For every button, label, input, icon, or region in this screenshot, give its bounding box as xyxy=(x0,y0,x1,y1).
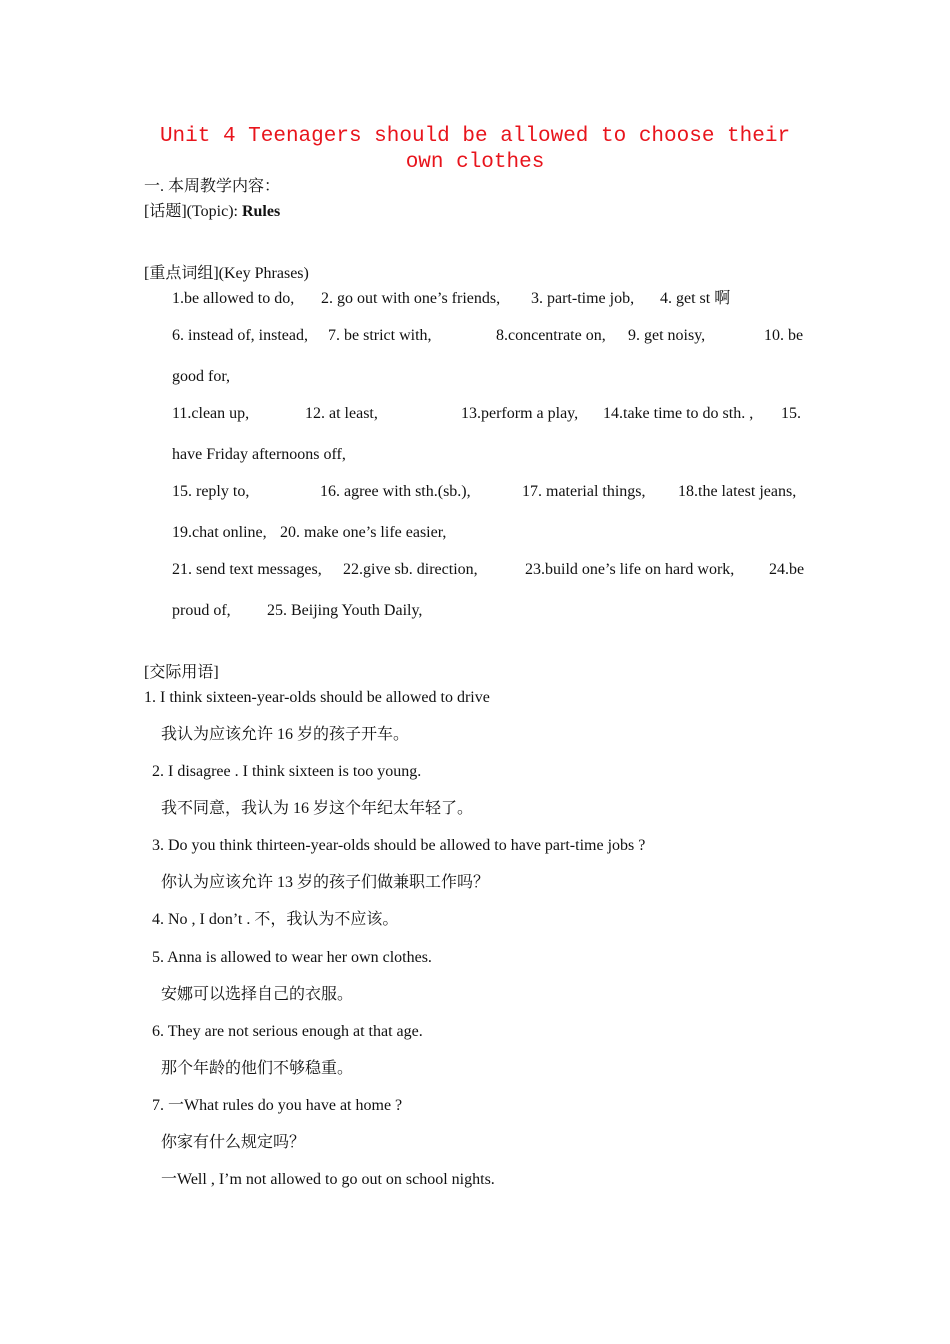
phrase-item: 7. be strict with, xyxy=(328,327,432,344)
sentence-en: 7. 一What rules do you have at home ? xyxy=(152,1097,403,1114)
phrase-item: 17. material things, xyxy=(522,483,646,500)
phrase-item: 18.the latest jeans, xyxy=(678,483,797,500)
phrase-item: 24.be xyxy=(769,561,805,578)
topic-value: Rules xyxy=(241,203,281,220)
phrase-item: 13.perform a play, xyxy=(461,405,579,422)
phrase-item: 12. at least, xyxy=(305,405,378,422)
document-title: Unit 4 Teenagers should be allowed to choose their own clothes xyxy=(159,125,791,174)
phrase-item: good for, xyxy=(172,368,231,385)
phrase-item: 9. get noisy, xyxy=(628,327,706,344)
phrase-item: 20. make one’s life easier, xyxy=(280,524,447,541)
phrase-item: 21. send text messages, xyxy=(172,561,322,578)
sentence-zh: 我认为应该允许 16 岁的孩子开车。 xyxy=(161,726,410,743)
phrase-item: 8.concentrate on, xyxy=(496,327,606,344)
phrase-item: 25. Beijing Youth Daily, xyxy=(267,602,423,619)
phrase-item: 23.build one’s life on hard work, xyxy=(525,561,735,578)
sentence-en: 3. Do you think thirteen-year-olds should be allowed to have part-time jobs ? xyxy=(152,837,646,854)
phrase-item: 4. get st 啊 xyxy=(660,290,731,307)
phrase-item: 14.take time to do sth. , xyxy=(603,405,754,422)
phrase-item: 2. go out with one’s friends, xyxy=(321,290,501,307)
phrase-item: 6. instead of, instead, xyxy=(172,327,308,344)
sentence-zh: 你家有什么规定吗？ xyxy=(161,1134,306,1151)
phrase-item: 3. part-time job, xyxy=(531,290,635,307)
section-heading: 一. 本周教学内容： xyxy=(144,178,281,195)
sentence-zh: 那个年龄的他们不够稳重。 xyxy=(161,1060,354,1077)
phrase-item: 16. agree with sth.(sb.), xyxy=(320,483,471,500)
phrase-item: 15. reply to, xyxy=(172,483,250,500)
sentence-zh: 我不同意，我认为 16 岁这个年纪太年轻了。 xyxy=(161,800,474,817)
topic-line xyxy=(144,202,280,222)
phrase-item: 11.clean up, xyxy=(172,405,250,422)
sentence-en: 1. I think sixteen-year-olds should be allowed to drive xyxy=(144,689,490,706)
sentence-en: 6. They are not serious enough at that age. xyxy=(152,1023,423,1040)
phrase-item: 22.give sb. direction, xyxy=(343,561,478,578)
sentence-en: 一Well , I’m not allowed to go out on school nights. xyxy=(161,1171,495,1188)
sentence-en: 2. I disagree . I think sixteen is too young. xyxy=(152,763,422,780)
sentence-en: 4. No , I don’t . 不，我认为不应该。 xyxy=(152,911,399,928)
phrase-item: 15. xyxy=(781,405,801,422)
phrase-item: have Friday afternoons off, xyxy=(172,446,346,463)
topic-label: [话题](Topic): xyxy=(144,203,242,220)
sentence-zh: 你认为应该允许 13 岁的孩子们做兼职工作吗？ xyxy=(161,874,490,891)
phrase-item: proud of, xyxy=(172,602,231,619)
key-phrases-heading: [重点词组](Key Phrases) xyxy=(144,265,309,282)
sentence-en: 5. Anna is allowed to wear her own clothes. xyxy=(152,949,432,966)
functions-heading: [交际用语] xyxy=(144,664,219,681)
phrase-item: 1.be allowed to do, xyxy=(172,290,295,307)
phrase-item: 19.chat online, xyxy=(172,524,267,541)
sentence-zh: 安娜可以选择自己的衣服。 xyxy=(161,986,354,1003)
phrase-item: 10. be xyxy=(764,327,804,344)
